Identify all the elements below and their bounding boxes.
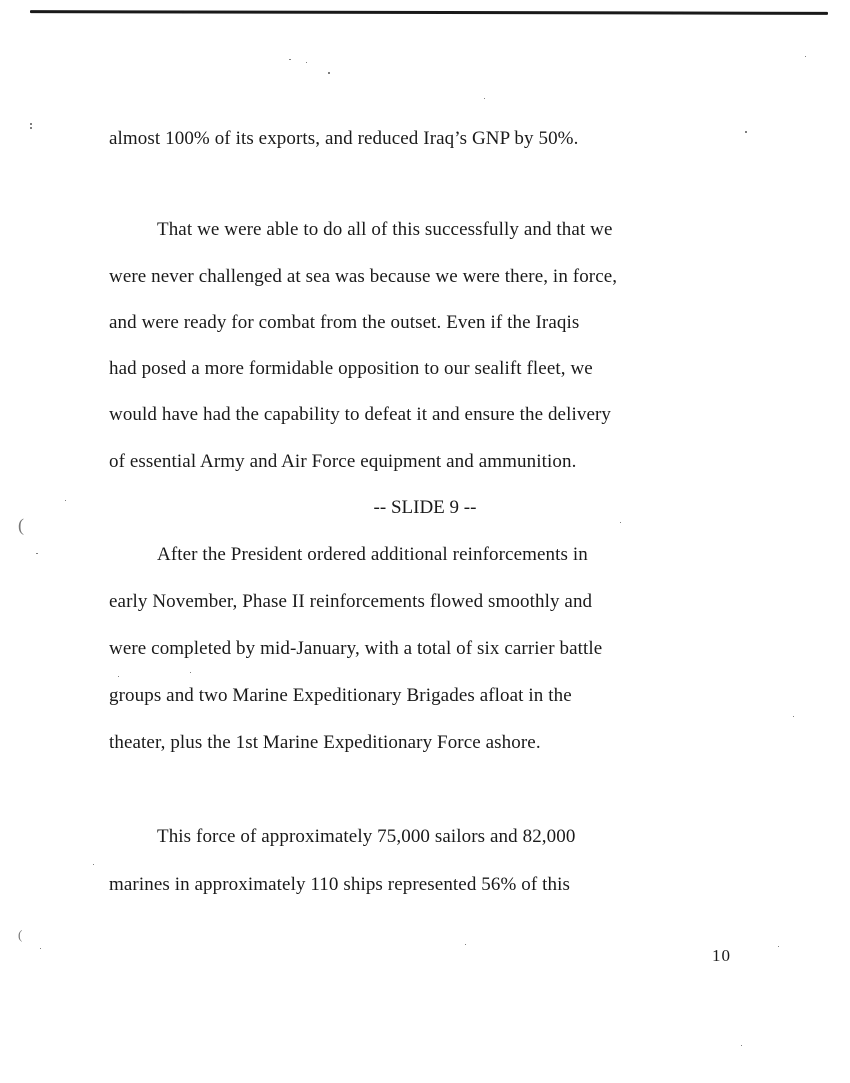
scan-artifact: (	[18, 515, 24, 535]
paragraph-line: That we were able to do all of this successfully and that we	[157, 219, 613, 240]
scan-speck	[745, 131, 747, 133]
slide-marker: -- SLIDE 9 --	[373, 497, 477, 518]
paragraph-line: were never challenged at sea was because we were there, in force,	[109, 266, 618, 287]
paragraph-line: and were ready for combat from the outset. Even if the Iraqis	[109, 312, 580, 333]
scan-speck	[289, 59, 291, 60]
paragraph-line: marines in approximately 110 ships represented 56% of this	[109, 874, 570, 895]
paragraph-line: groups and two Marine Expeditionary Brigades afloat in the	[109, 685, 572, 706]
paragraph-line: would have had the capability to defeat it and ensure the delivery	[109, 404, 612, 425]
scan-speck	[306, 62, 307, 63]
scan-speck	[93, 864, 94, 865]
scan-speck	[793, 716, 794, 717]
scan-speck	[484, 98, 485, 99]
paragraph-line: almost 100% of its exports, and reduced Iraq’s GNP by 50%.	[109, 128, 579, 149]
paragraph-line: were completed by mid-January, with a total of six carrier battle	[109, 638, 603, 659]
scan-speck	[30, 123, 32, 125]
scan-speck	[40, 948, 41, 949]
scan-speck	[118, 676, 119, 677]
scan-artifact: (	[18, 927, 23, 942]
paragraph-line: After the President ordered additional reinforcements in	[157, 544, 588, 565]
scan-speck	[328, 72, 330, 74]
paragraph-line: of essential Army and Air Force equipment and ammunition.	[109, 451, 577, 472]
paragraph-line: had posed a more formidable opposition to our sealift fleet, we	[109, 358, 593, 379]
scan-speck	[36, 553, 38, 554]
paragraph-line: This force of approximately 75,000 sailors and 82,000	[157, 826, 576, 847]
scan-speck	[30, 127, 32, 129]
scan-speck	[190, 672, 191, 673]
scan-speck	[65, 500, 66, 501]
scan-speck	[620, 522, 621, 523]
scan-speck	[741, 1045, 742, 1046]
paragraph-line: theater, plus the 1st Marine Expeditionary Force ashore.	[109, 732, 541, 753]
scan-speck	[465, 944, 466, 945]
scan-speck	[805, 56, 806, 57]
paragraph-line: early November, Phase II reinforcements flowed smoothly and	[109, 591, 593, 612]
page-number: 10	[712, 946, 731, 965]
scan-speck	[778, 946, 779, 947]
top-rule	[30, 10, 828, 15]
